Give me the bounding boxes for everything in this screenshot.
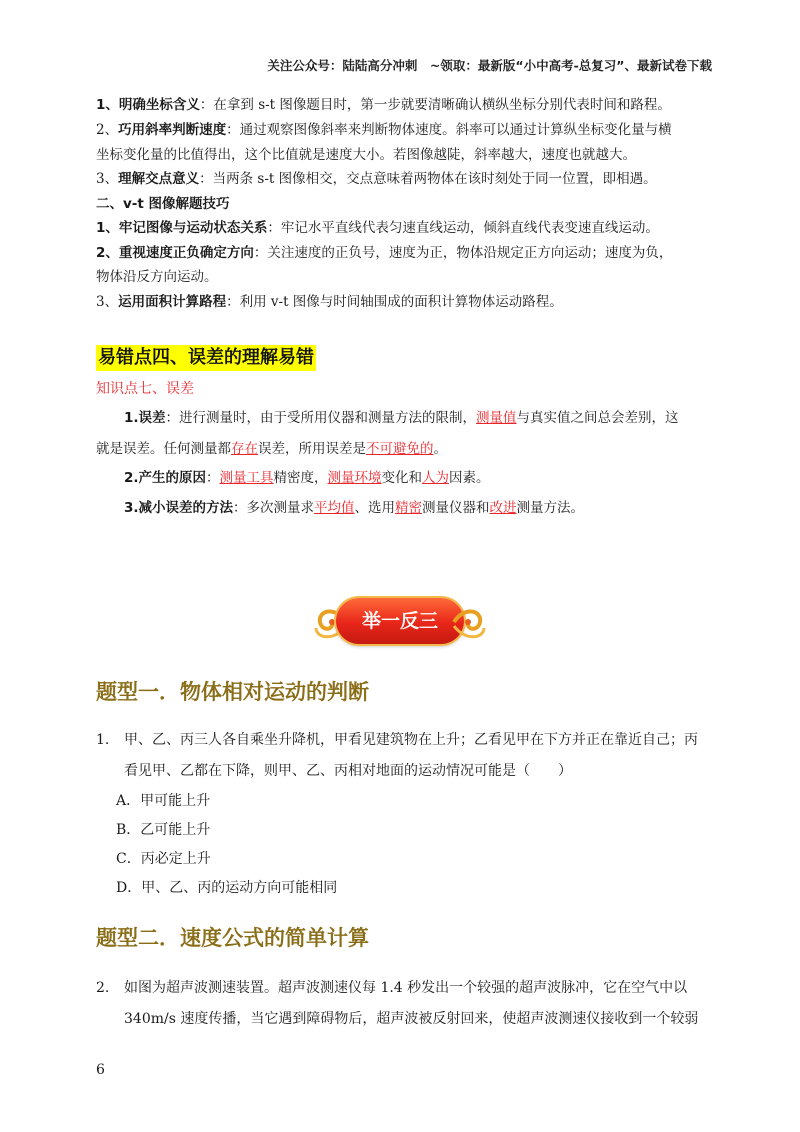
page-header: 关注公众号：陆陆高分冲刺 ~领取：最新版“小中高考-总复习”、最新试卷下载: [267, 58, 712, 73]
question-2-stem-cont: 340m/s 速度传播，当它遇到障碍物后，超声波被反射回来，使超声波测速仪接收到一个较弱: [124, 1011, 699, 1027]
st-tip-2-cont: 坐标变化量的比值得出，这个比值就是速度大小。若图像越陡，斜率越大，速度也就越大。: [96, 147, 636, 163]
question-2-stem: 如图为超声波测速装置。超声波测速仪每 1.4 秒发出一个较强的超声波脉冲，它在空气中以: [124, 980, 688, 996]
type-1-title: 题型一．物体相对运动的判断: [96, 680, 369, 704]
type-2-title: 题型二．速度公式的简单计算: [96, 926, 369, 950]
vt-tip-2: 2、重视速度正负确定方向：关注速度的正负号，速度为正，物体沿规定正方向运动；速度为负，: [96, 245, 673, 261]
page-number: 6: [96, 1062, 105, 1078]
practice-badge: [310, 592, 490, 652]
st-tip-1: 1、明确坐标含义：在拿到 s-t 图像题目时，第一步就要清晰确认横纵坐标分别代表时间和路程。: [96, 97, 671, 113]
vt-tip-1: 1、牢记图像与运动状态关系：牢记水平直线代表匀速直线运动，倾斜直线代表变速直线运动。: [96, 220, 659, 236]
st-tip-3: 3、理解交点意义：当两条 s-t 图像相交，交点意味着两物体在该时刻处于同一位置，即相遇。: [96, 171, 657, 187]
question-1-option-a: A．甲可能上升: [116, 793, 211, 809]
error-reduce: 3.减小误差的方法：多次测量求平均值、选用精密测量仪器和改进测量方法。: [124, 500, 585, 516]
vt-heading: 二、v-t 图像解题技巧: [96, 196, 230, 212]
error-definition: 1.误差：进行测量时，由于受所用仪器和测量方法的限制，测量值与真实值之间总会差别，这: [124, 410, 679, 426]
knowledge-point-label: 知识点七、误差: [96, 381, 194, 397]
vt-tip-2-cont: 物体沿反方向运动。: [96, 269, 218, 285]
question-2-number: 2.: [96, 980, 110, 996]
section-title: 易错点四、误差的理解易错: [96, 345, 316, 371]
question-1-option-c: C．丙必定上升: [116, 851, 211, 867]
right-swirl-ornament-icon: [450, 596, 490, 648]
st-tip-2: 2、巧用斜率判断速度：通过观察图像斜率来判断物体速度。斜率可以通过计算纵坐标变化量与横: [96, 122, 672, 138]
question-1-stem-cont: 看见甲、乙都在下降，则甲、乙、丙相对地面的运动情况可能是（ ）: [124, 763, 572, 779]
question-1-stem: 甲、乙、丙三人各自乘坐升降机，甲看见建筑物在上升；乙看见甲在下方并正在靠近自己；丙: [124, 732, 698, 748]
question-1-number: 1.: [96, 732, 110, 748]
vt-tip-3: 3、运用面积计算路程：利用 v-t 图像与时间轴围成的面积计算物体运动路程。: [96, 294, 563, 310]
error-definition-cont: 就是误差。任何测量都存在误差，所用误差是不可避免的。: [96, 441, 447, 457]
badge-label: 举一反三: [336, 598, 464, 644]
error-cause: 2.产生的原因：测量工具精密度，测量环境变化和人为因素。: [124, 470, 490, 486]
question-1-option-d: D．甲、乙、丙的运动方向可能相同: [116, 880, 338, 896]
question-1-option-b: B．乙可能上升: [116, 822, 211, 838]
